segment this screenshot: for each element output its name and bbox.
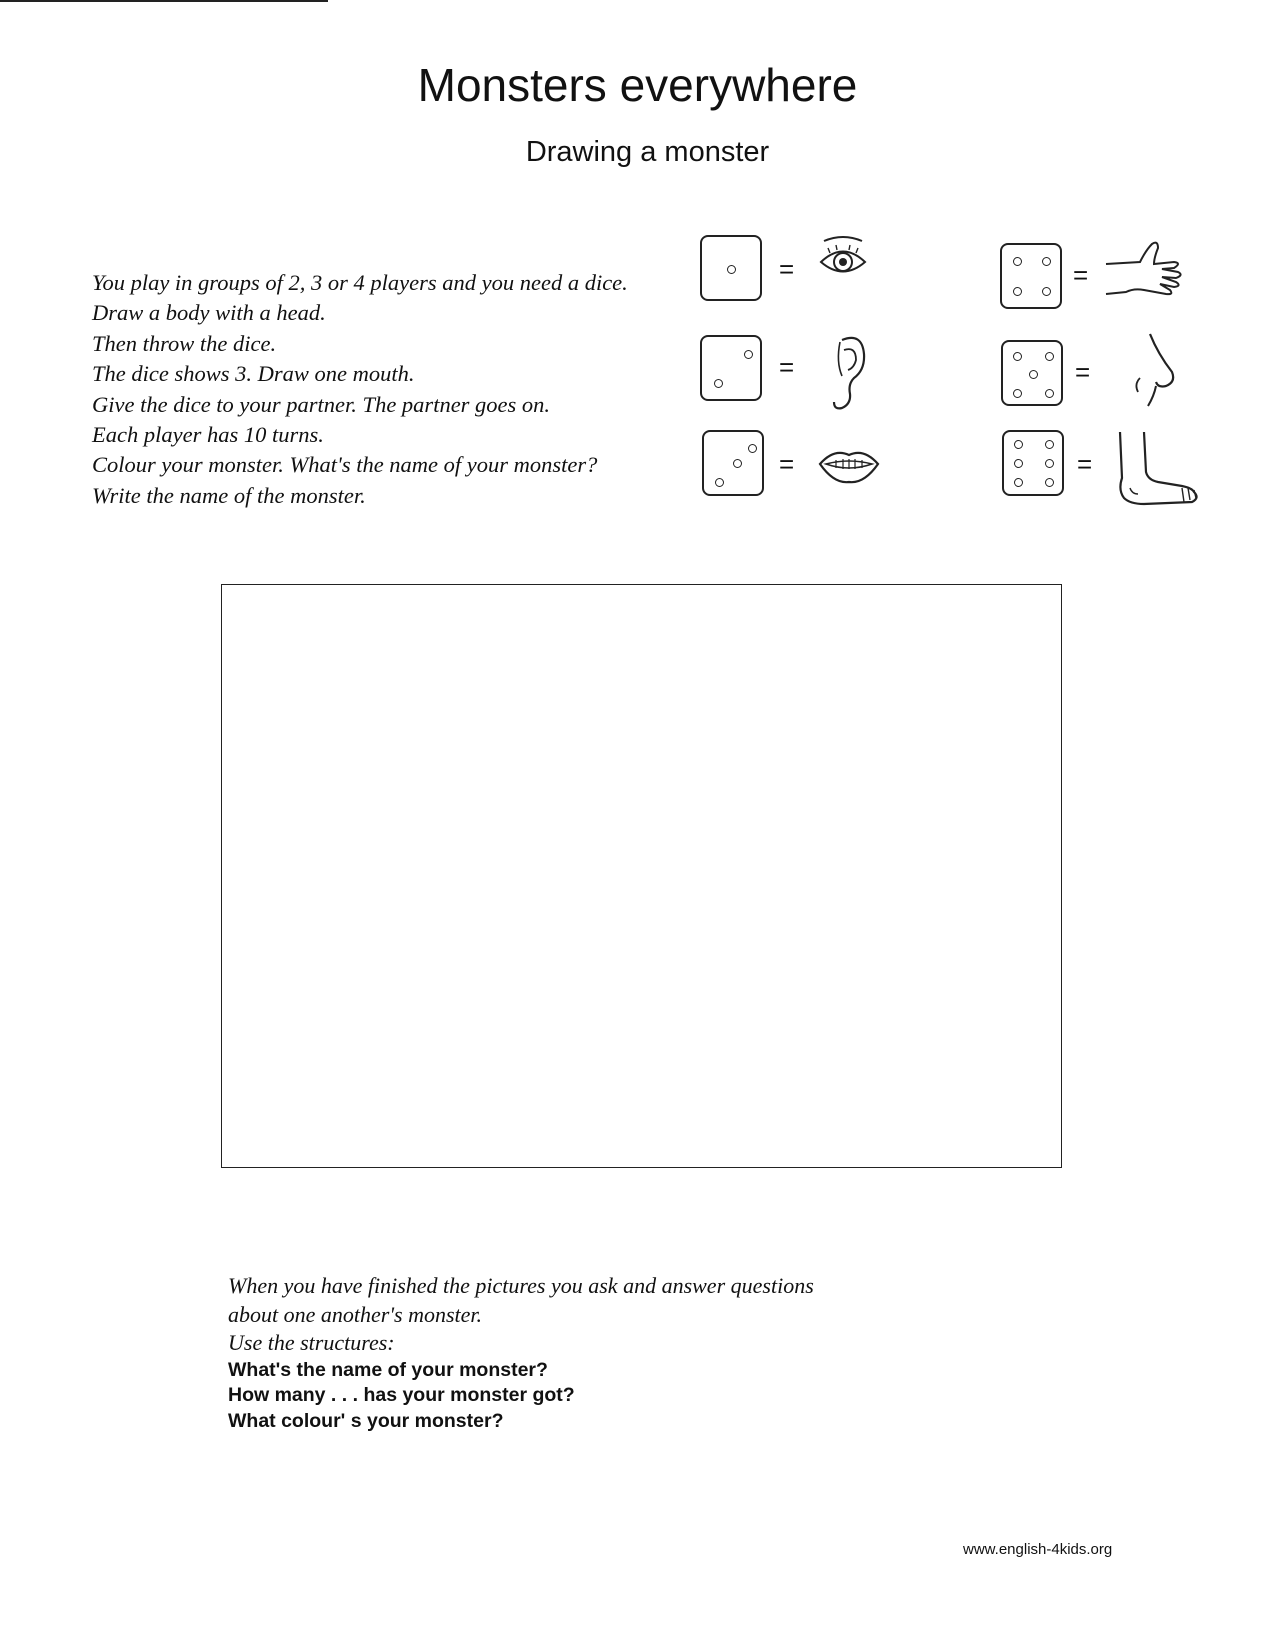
questions-intro-line: about one another's monster. — [228, 1301, 483, 1327]
die-five — [1001, 340, 1063, 406]
instruction-line: You play in groups of 2, 3 or 4 players and you need a dice. — [92, 270, 628, 295]
questions-intro-line: When you have finished the pictures you ask and answer questions — [228, 1273, 814, 1298]
die-pip — [1045, 389, 1054, 398]
die-pip — [744, 350, 753, 359]
top-rule — [0, 0, 328, 2]
instruction-line: The dice shows 3. Draw one mouth. — [92, 361, 415, 387]
die-pip — [1045, 352, 1054, 361]
die-pip — [1014, 459, 1023, 468]
question-structure: What colour' s your monster? — [228, 1409, 504, 1432]
instruction-line: Colour your monster. What's the name of your monster? — [92, 452, 598, 478]
questions-intro-line: Use the structures: — [228, 1330, 395, 1355]
die-pip — [1013, 352, 1022, 361]
die-pip — [1045, 459, 1054, 468]
question-structure: How many . . . has your monster got? — [228, 1384, 575, 1406]
page-subtitle: Drawing a monster — [525, 136, 770, 168]
equals-sign: = — [779, 352, 795, 382]
website-footer: www.english-4kids.org — [963, 1541, 1113, 1558]
instruction-line: Write the name of the monster. — [92, 482, 366, 508]
die-pip — [748, 444, 757, 453]
die-pip — [1029, 370, 1038, 379]
drawing-area[interactable] — [221, 584, 1062, 1168]
die-pip — [1042, 287, 1051, 296]
instruction-line: Each player has 10 turns. — [92, 422, 324, 448]
die-one — [700, 235, 762, 301]
die-pip — [1013, 257, 1022, 266]
foot-icon — [1112, 428, 1202, 508]
die-pip — [714, 379, 723, 388]
instructions — [92, 268, 702, 511]
die-pip — [1045, 440, 1054, 449]
page-title: Monsters everywhere — [417, 59, 858, 111]
die-pip — [1042, 257, 1051, 266]
die-four — [1000, 243, 1062, 309]
die-two — [700, 335, 762, 401]
mouth-icon — [818, 446, 880, 486]
ear-icon — [830, 332, 870, 412]
equals-sign: = — [779, 254, 795, 284]
die-three — [702, 430, 764, 496]
die-pip — [733, 459, 742, 468]
equals-sign: = — [1077, 449, 1093, 479]
equals-sign: = — [779, 449, 795, 479]
nose-icon — [1128, 330, 1178, 408]
die-pip — [1014, 478, 1023, 487]
die-pip — [1013, 389, 1022, 398]
hand-icon — [1104, 236, 1186, 306]
equals-sign: = — [1075, 357, 1091, 387]
eye-icon — [818, 235, 868, 285]
die-pip — [1013, 287, 1022, 296]
question-structure: What's the name of your monster? — [228, 1358, 548, 1381]
die-pip — [727, 265, 736, 274]
instruction-line: Draw a body with a head. — [92, 300, 326, 326]
die-pip — [1014, 440, 1023, 449]
instruction-line: Then throw the dice. — [92, 330, 277, 356]
die-pip — [1045, 478, 1054, 487]
equals-sign: = — [1073, 260, 1089, 290]
questions-section — [228, 1272, 928, 1434]
die-six — [1002, 430, 1064, 496]
instruction-line: Give the dice to your partner. The partner goes on. — [92, 391, 551, 417]
die-pip — [715, 478, 724, 487]
